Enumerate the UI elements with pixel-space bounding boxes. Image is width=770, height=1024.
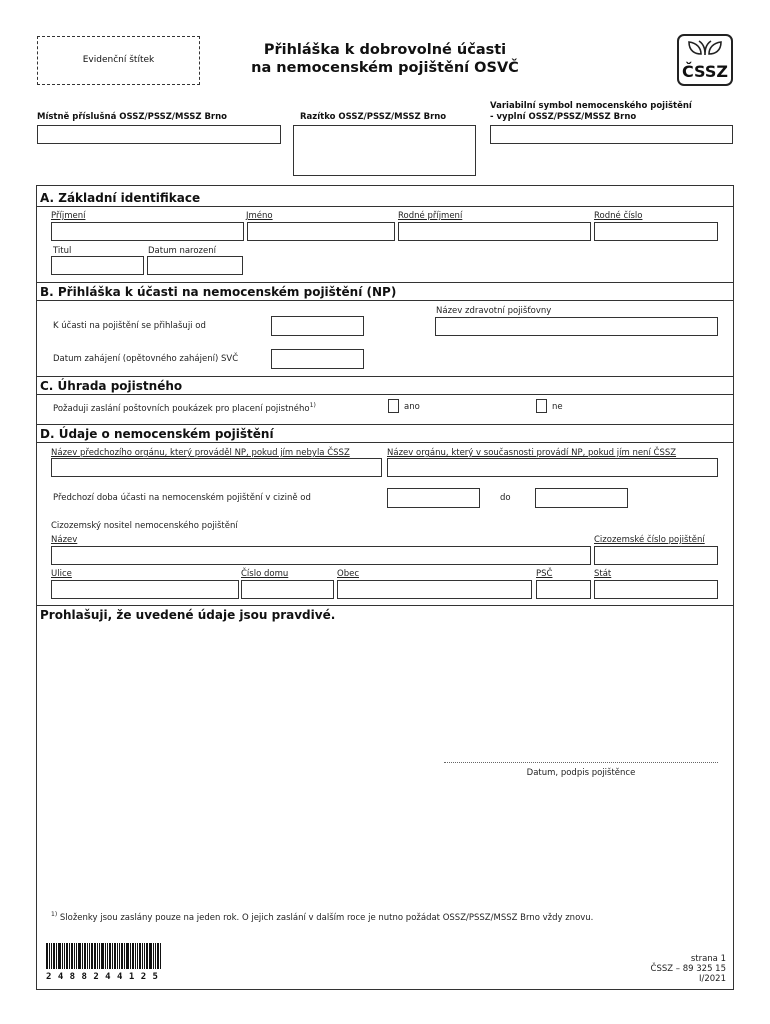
insurer-label: Název zdravotní pojišťovny — [436, 306, 552, 316]
cssz-logo-text: ČSSZ — [682, 62, 728, 81]
join-from-field[interactable] — [271, 316, 364, 336]
birth-date-field[interactable] — [147, 256, 243, 275]
birth-number-field[interactable] — [594, 222, 718, 241]
section-a-title: A. Základní identifikace — [36, 189, 734, 207]
varsym-label-line1: Variabilní symbol nemocenského pojištění — [490, 101, 692, 111]
footnote-mark: 1) — [51, 911, 58, 918]
footnote — [51, 911, 593, 923]
birth-surname-field[interactable] — [398, 222, 591, 241]
prev-org-field[interactable] — [51, 458, 382, 477]
street-field[interactable] — [51, 580, 239, 599]
country-label: Stát — [594, 569, 612, 579]
curr-org-label: Název orgánu, který v současnosti provádí NP, pokud jím není ČSSZ — [387, 448, 677, 458]
form-code: ČSSZ – 89 325 15 — [650, 964, 726, 974]
foreign-number-label: Cizozemské číslo pojištění — [594, 535, 705, 545]
house-number-field[interactable] — [241, 580, 334, 599]
leaves-icon — [685, 39, 725, 57]
no-label: ne — [552, 402, 563, 412]
footnote-text: Složenky jsou zaslány pouze na jeden rok. O jejich zaslání v dalším roce je nutno požádat OSSZ/PSSZ/MSSZ Brno vždy znovu. — [59, 912, 594, 923]
stamp-label: Razítko OSSZ/PSSZ/MSSZ Brno — [300, 112, 447, 122]
section-c-title: C. Úhrada pojistného — [36, 377, 734, 395]
yes-checkbox[interactable] — [388, 399, 399, 413]
city-field[interactable] — [337, 580, 532, 599]
zip-label: PSČ — [536, 569, 553, 579]
foreign-period-label: Předchozí doba účasti na nemocenském pojištění v cizině od — [53, 493, 311, 503]
surname-label: Příjmení — [51, 211, 86, 221]
street-label: Ulice — [51, 569, 72, 579]
curr-org-field[interactable] — [387, 458, 718, 477]
academic-title-label: Titul — [53, 246, 72, 256]
insurer-field[interactable] — [435, 317, 718, 336]
request-label-text: Požaduji zaslání poštovních poukázek pro placení pojistného — [53, 403, 310, 414]
first-name-label: Jméno — [246, 211, 273, 221]
foreign-name-label: Název — [51, 535, 78, 545]
foreign-to-field[interactable] — [535, 488, 628, 508]
to-label: do — [500, 493, 511, 503]
house-number-label: Číslo domu — [241, 569, 289, 579]
join-from-label: K účasti na pojištění se přihlašuji od — [53, 321, 206, 331]
city-label: Obec — [337, 569, 359, 579]
start-date-field[interactable] — [271, 349, 364, 369]
footnote-ref: 1) — [309, 402, 316, 409]
start-date-label: Datum zahájení (opětovného zahájení) SVČ — [53, 354, 239, 364]
form-version: I/2021 — [698, 974, 726, 984]
foreign-number-field[interactable] — [594, 546, 718, 565]
office-field[interactable] — [37, 125, 281, 144]
office-label: Místně příslušná OSSZ/PSSZ/MSSZ Brno — [37, 112, 228, 122]
zip-field[interactable] — [536, 580, 591, 599]
no-checkbox[interactable] — [536, 399, 547, 413]
surname-field[interactable] — [51, 222, 244, 241]
birth-surname-label: Rodné příjmení — [398, 211, 463, 221]
section-d-title: D. Údaje o nemocenském pojištění — [36, 425, 734, 443]
first-name-field[interactable] — [247, 222, 395, 241]
country-field[interactable] — [594, 580, 718, 599]
signature-line[interactable] — [444, 762, 718, 763]
barcode — [46, 943, 164, 969]
signature-label: Datum, podpis pojištěnce — [526, 768, 636, 778]
yes-label: ano — [404, 402, 420, 412]
foreign-name-field[interactable] — [51, 546, 591, 565]
form-title-line1: Přihláška k dobrovolné účasti — [263, 42, 507, 58]
request-label — [53, 402, 316, 414]
academic-title-field[interactable] — [51, 256, 144, 275]
birth-number-label: Rodné číslo — [594, 211, 643, 221]
divider — [36, 605, 734, 606]
varsym-field[interactable] — [490, 125, 733, 144]
evidence-label-text: Evidenční štítek — [82, 55, 155, 65]
foreign-from-field[interactable] — [387, 488, 480, 508]
page-number: strana 1 — [690, 954, 726, 964]
cssz-logo — [677, 34, 733, 86]
barcode-number: 2 4 8 8 2 4 4 1 2 5 — [46, 972, 159, 982]
stamp-field[interactable] — [293, 125, 476, 176]
form-title-line2: na nemocenském pojištění OSVČ — [251, 60, 519, 76]
foreign-carrier-label: Cizozemský nositel nemocenského pojištění — [51, 521, 238, 531]
section-b-title: B. Přihláška k účasti na nemocenském pojištění (NP) — [36, 283, 734, 301]
declaration-text: Prohlašuji, že uvedené údaje jsou pravdivé. — [40, 608, 336, 622]
varsym-label-line2: - vyplní OSSZ/PSSZ/MSSZ Brno — [490, 112, 637, 122]
birth-date-label: Datum narození — [148, 246, 216, 256]
evidence-label-box — [37, 36, 200, 85]
prev-org-label: Název předchozího orgánu, který prováděl NP, pokud jím nebyla ČSSZ — [51, 448, 350, 458]
